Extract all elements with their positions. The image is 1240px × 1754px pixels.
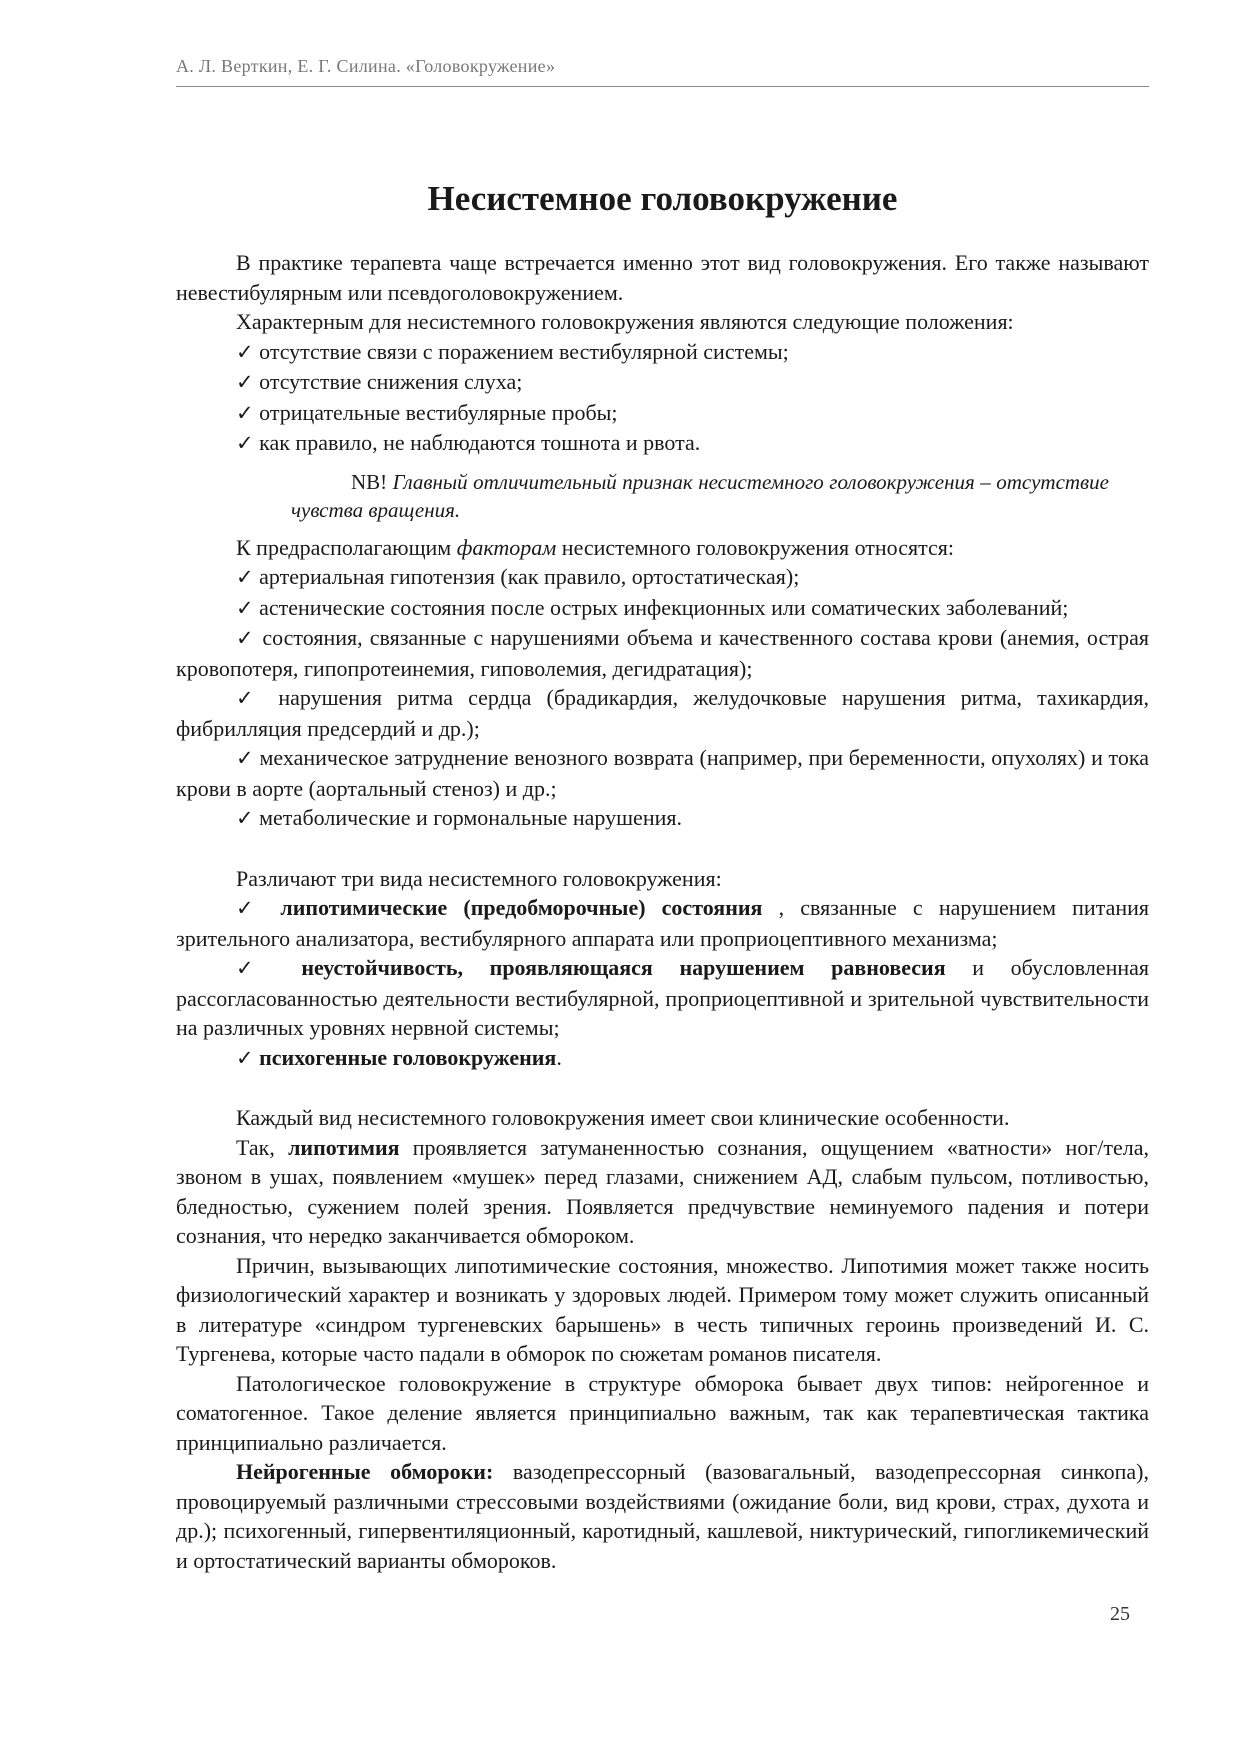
factor-item: ✓ состояния, связанные с нарушениями объема и качественного состава крови (анемия, острая кровопотеря, гипопротеинемия, гиповолемия, дегидратация);	[176, 625, 1149, 681]
check-icon: ✓	[236, 565, 254, 589]
lipothymia-paragraph: Так, липотимия проявляется затуманенностью сознания, ощущением «ватности» ног/тела, звоном в ушах, появлением «мушек» перед глазами, снижением АД, слабым пульсом, потливостью, бледностью, сужением полей зрения. Появляется предчувствие неминуемого падения и потери сознания, что нередко заканчивается обмороком.	[176, 1134, 1149, 1248]
check-icon: ✓	[236, 1045, 254, 1070]
check-icon: ✓	[236, 746, 254, 770]
spacer	[176, 834, 1149, 864]
section-title: Несистемное головокружение	[427, 179, 898, 218]
causes-paragraph: Причин, вызывающих липотимические состояния, множество. Липотимия может также носить физиологический характер и возникать у здоровых людей. Примером тому может служить описанный в литературе «синдром тургеневских барышень» в честь типичных героинь произведений И. С. Тургенева, которые часто падали в обморок по сюжетам романов писателя.	[176, 1252, 1149, 1366]
spacer	[176, 1073, 1149, 1103]
check-icon: ✓	[236, 626, 256, 650]
check-icon: ✓	[236, 370, 254, 394]
nb-note	[176, 468, 1149, 524]
running-head: А. Л. Верткин, Е. Г. Силина. «Головокружение»	[176, 56, 556, 76]
factor-item: ✓ механическое затруднение венозного возврата (например, при беременности, опухолях) и тока крови в аорте (аортальный стеноз) и др.;	[176, 745, 1149, 801]
type-item: ✓ липотимические (предобморочные) состояния , связанные с нарушением питания зрительного анализатора, вестибулярного аппарата или проприоцептивного механизма;	[176, 895, 1150, 951]
check-icon: ✓	[236, 896, 265, 920]
page-number: 25	[1110, 1603, 1130, 1625]
body-text	[176, 248, 1149, 1575]
neurogenic-paragraph: Нейрогенные обмороки: вазодепрессорный (вазовагальный, вазодепрессорная синкопа), провоцируемый различными стрессовыми воздействиями (ожидание боли, вид крови, страх, духота и др.); психогенный, гипервентиляционный, каротидный, кашлевой, никтурический, гипогликемический и ортостатический варианты обмороков.	[176, 1459, 1149, 1573]
check-icon: ✓	[236, 595, 254, 620]
check-icon: ✓	[236, 806, 254, 830]
check-icon: ✓	[236, 431, 254, 455]
factor-item: ✓ метаболические и гормональные нарушения.	[236, 805, 682, 830]
factors-lead: К предрасполагающим факторам несистемного головокружения относятся:	[236, 534, 954, 560]
each-type-paragraph: Каждый вид несистемного головокружения имеет свои клинические особенности.	[236, 1105, 1010, 1130]
type-item: ✓ неустойчивость, проявляющаяся нарушением равновесия и обусловленная рассогласованностью деятельности вестибулярной, проприоцептивной и зрительной чувствительности на различных уровнях нервной системы;	[176, 955, 1149, 1040]
pathologic-paragraph: Патологическое головокружение в структуре обморока бывает двух типов: нейрогенное и соматогенное. Такое деление является принципиально важным, так как терапевтическая тактика принципиально различается.	[176, 1370, 1149, 1455]
factor-item: ✓ нарушения ритма сердца (брадикардия, желудочковые нарушения ритма, тахикардия, фибрилляция предсердий и др.);	[176, 685, 1149, 741]
feature-item: ✓ отрицательные вестибулярные пробы;	[236, 399, 618, 425]
header-rule	[176, 86, 1149, 87]
check-icon: ✓	[236, 686, 264, 710]
factor-item: ✓ артериальная гипотензия (как правило, ортостатическая);	[236, 564, 800, 589]
features-lead: Характерным для несистемного головокружения являются следующие положения:	[236, 309, 1014, 334]
check-icon: ✓	[236, 956, 275, 980]
feature-item: ✓ как правило, не наблюдаются тошнота и рвота.	[236, 430, 701, 455]
intro-paragraph: В практике терапевта чаще встречается именно этот вид головокружения. Его также называют невестибулярным или псевдоголовокружением.	[176, 250, 1149, 305]
check-icon: ✓	[236, 400, 254, 425]
nb-label: NB!	[351, 469, 388, 494]
type-item: ✓ психогенные головокружения.	[236, 1044, 562, 1070]
feature-item: ✓ отсутствие связи с поражением вестибулярной системы;	[236, 338, 789, 364]
types-lead: Различают три вида несистемного головокружения:	[236, 865, 722, 891]
factor-item: ✓ астенические состояния после острых инфекционных или соматических заболеваний;	[236, 594, 1069, 620]
feature-item: ✓ отсутствие снижения слуха;	[236, 369, 523, 394]
nb-text: Главный отличительный признак несистемного головокружения – отсутствие чувства вращения.	[291, 469, 1109, 522]
check-icon: ✓	[236, 339, 254, 364]
